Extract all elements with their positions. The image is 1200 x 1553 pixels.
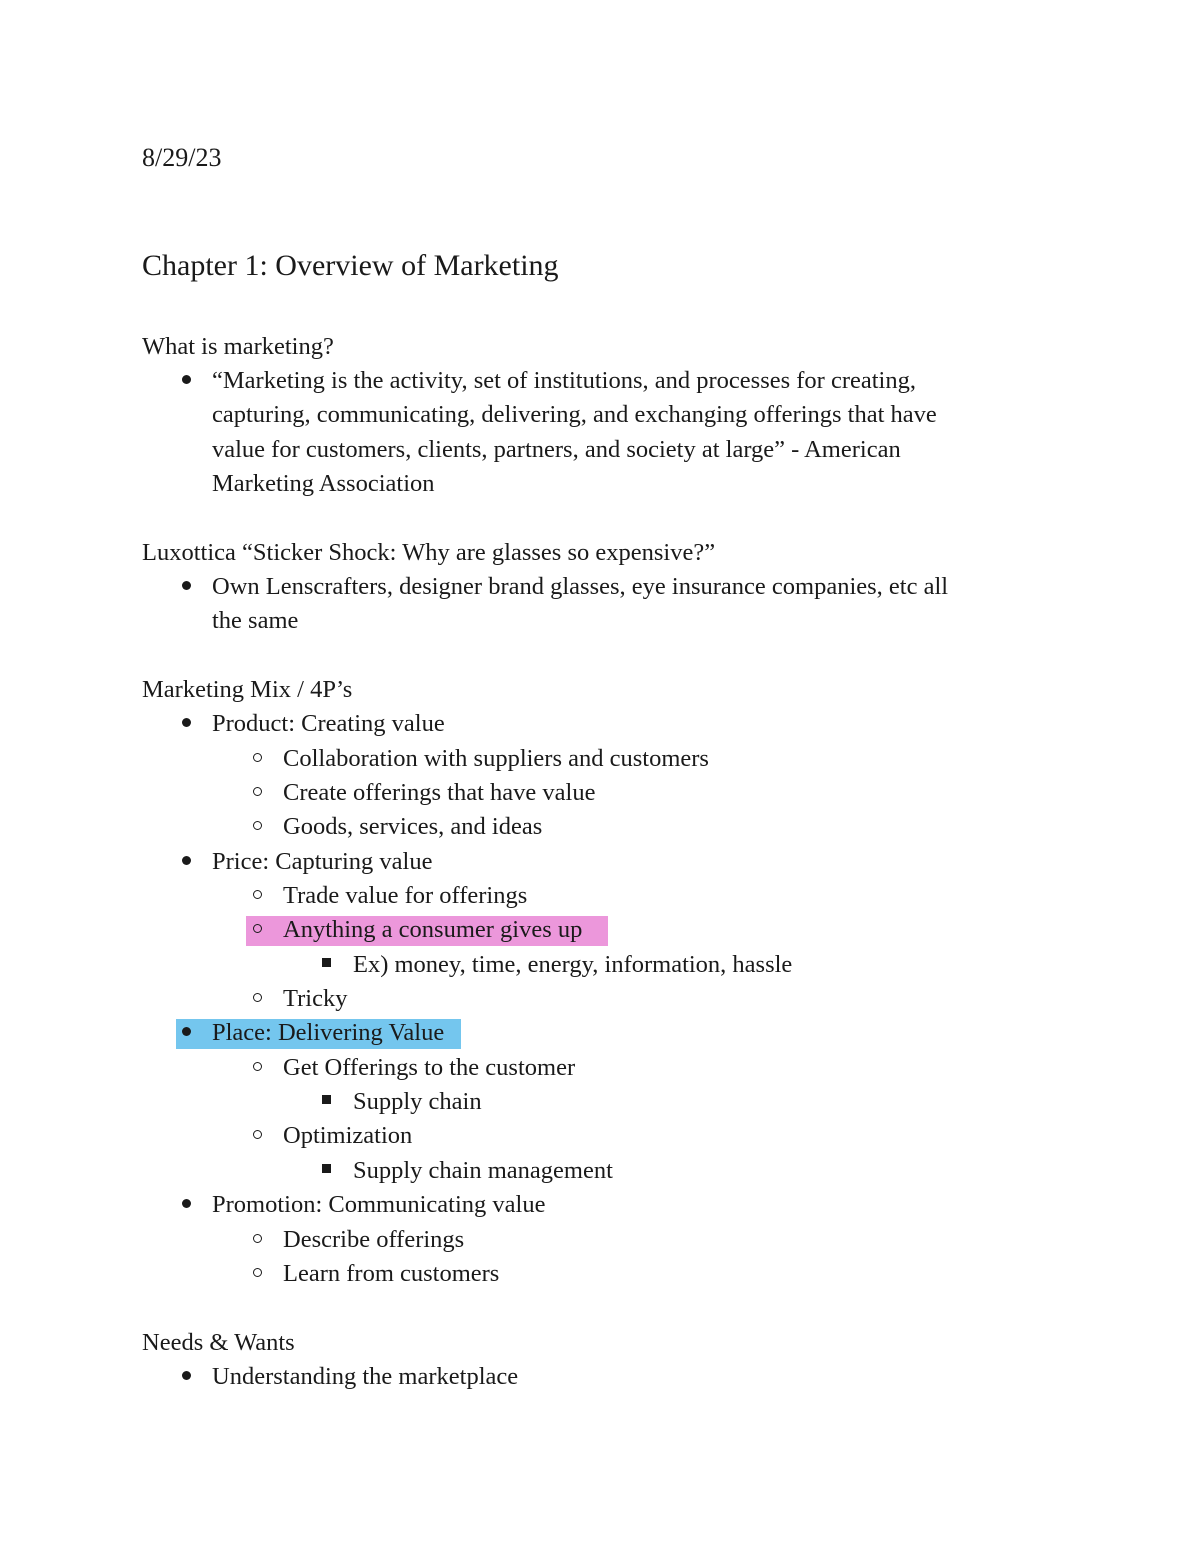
section-heading-luxottica: Luxottica “Sticker Shock: Why are glasses so expensive?” bbox=[142, 539, 716, 566]
bullet-disc-icon bbox=[176, 707, 196, 741]
list-item-text: Understanding the marketplace bbox=[212, 1363, 519, 1390]
sub-list-item-text: Goods, services, and ideas bbox=[283, 813, 543, 840]
bullet-square-icon bbox=[316, 1154, 336, 1188]
bullet-disc-icon bbox=[176, 1016, 196, 1050]
bullet-disc-icon bbox=[176, 845, 196, 879]
sub-sub-list-item-text: Supply chain bbox=[353, 1088, 482, 1115]
list-item-text: capturing, communicating, delivering, and exchanging offerings that have bbox=[212, 401, 937, 428]
bullet-circle-icon bbox=[247, 776, 267, 810]
bullet-disc-icon bbox=[176, 364, 196, 398]
sub-sub-list-item-text: Supply chain management bbox=[353, 1157, 613, 1184]
list-item-text: Marketing Association bbox=[212, 470, 435, 497]
sub-list-item-text: Anything a consumer gives up bbox=[283, 916, 583, 943]
bullet-circle-icon bbox=[247, 810, 267, 844]
list-item-text: Promotion: Communicating value bbox=[212, 1191, 546, 1218]
bullet-circle-icon bbox=[247, 742, 267, 776]
bullet-circle-icon bbox=[247, 1223, 267, 1257]
sub-list-item-text: Learn from customers bbox=[283, 1260, 500, 1287]
sub-list-item-text: Create offerings that have value bbox=[283, 779, 596, 806]
list-item-text: “Marketing is the activity, set of institutions, and processes for creating, bbox=[212, 367, 916, 394]
sub-list-item-text: Describe offerings bbox=[283, 1226, 465, 1253]
list-item-text: Product: Creating value bbox=[212, 710, 445, 737]
sub-list-item-text: Get Offerings to the customer bbox=[283, 1054, 576, 1081]
sub-list-item-text: Tricky bbox=[283, 985, 348, 1012]
bullet-circle-icon bbox=[247, 1119, 267, 1153]
sub-list-item-text: Collaboration with suppliers and customers bbox=[283, 745, 709, 772]
bullet-circle-icon bbox=[247, 1257, 267, 1291]
sub-list-item-text: Trade value for offerings bbox=[283, 882, 528, 909]
section-heading-what-is-marketing: What is marketing? bbox=[142, 333, 334, 360]
list-item-text: Price: Capturing value bbox=[212, 848, 433, 875]
section-heading-marketing-mix: Marketing Mix / 4P’s bbox=[142, 676, 353, 703]
list-item-text: the same bbox=[212, 607, 299, 634]
list-item-text: value for customers, clients, partners, and society at large” - American bbox=[212, 436, 901, 463]
list-item-text: Own Lenscrafters, designer brand glasses, eye insurance companies, etc all bbox=[212, 573, 949, 600]
sub-list-item-text: Optimization bbox=[283, 1122, 413, 1149]
section-heading-needs-wants: Needs & Wants bbox=[142, 1329, 295, 1356]
bullet-square-icon bbox=[316, 1085, 336, 1119]
bullet-square-icon bbox=[316, 948, 336, 982]
bullet-disc-icon bbox=[176, 1188, 196, 1222]
date: 8/29/23 bbox=[142, 143, 222, 172]
bullet-disc-icon bbox=[176, 570, 196, 604]
bullet-circle-icon bbox=[247, 982, 267, 1016]
bullet-disc-icon bbox=[176, 1360, 196, 1394]
page-title: Chapter 1: Overview of Marketing bbox=[142, 249, 559, 282]
list-item-text: Place: Delivering Value bbox=[212, 1019, 445, 1046]
sub-sub-list-item-text: Ex) money, time, energy, information, hassle bbox=[353, 951, 793, 978]
bullet-circle-icon bbox=[247, 879, 267, 913]
bullet-circle-icon bbox=[247, 1051, 267, 1085]
bullet-circle-icon bbox=[247, 913, 267, 947]
